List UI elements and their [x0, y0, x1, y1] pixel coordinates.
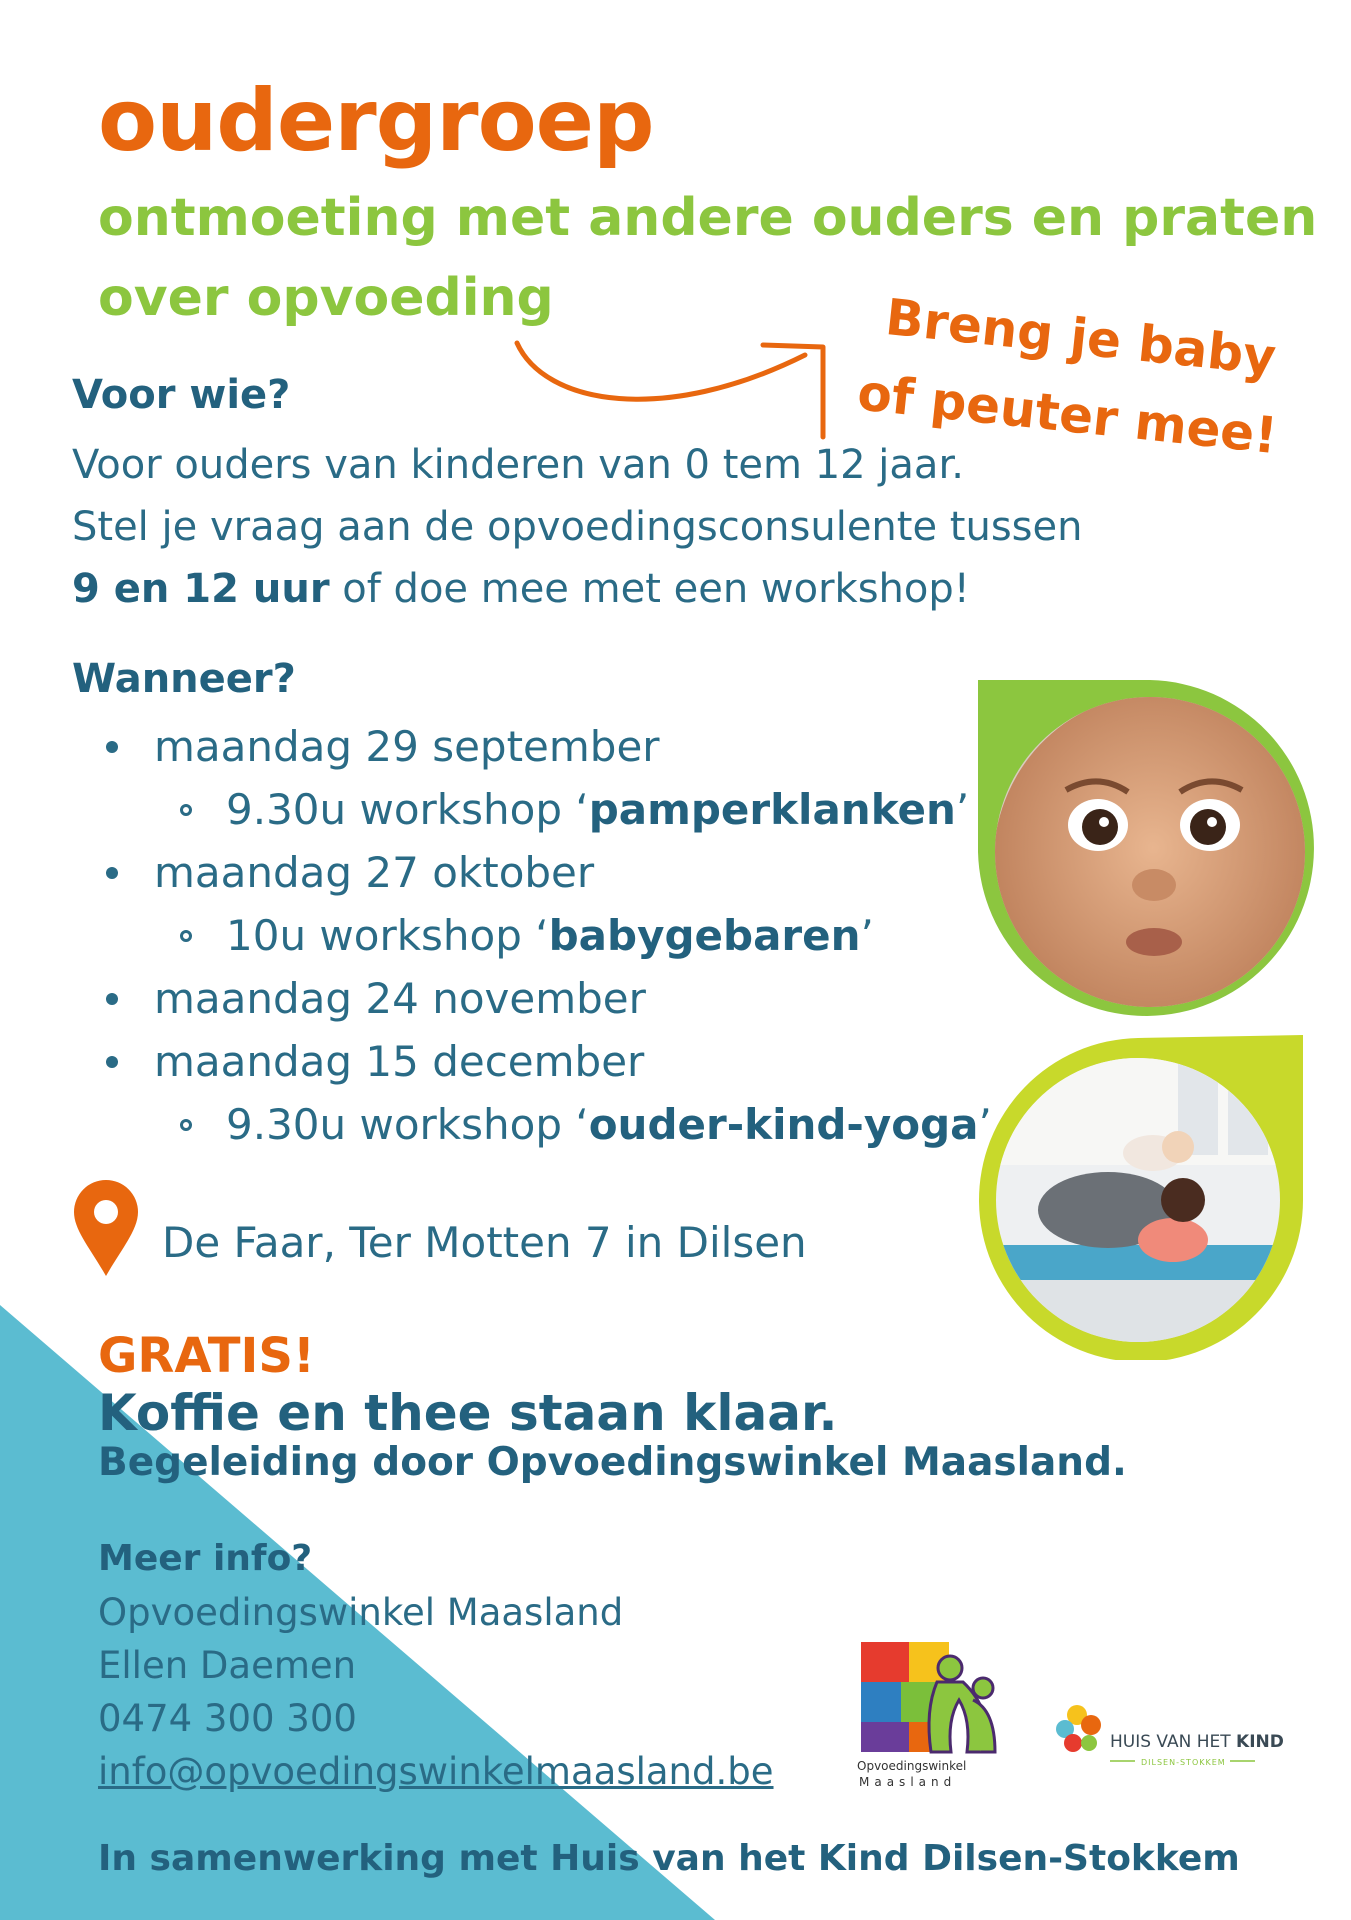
list-item — [100, 778, 1000, 841]
list-item — [100, 967, 1000, 1030]
samenwerking-text: In samenwerking met Huis van het Kind Dilsen-Stokkem — [98, 1838, 1240, 1879]
logo-text-2: Maasland — [859, 1775, 957, 1789]
sub-bullet-icon — [180, 1119, 192, 1131]
huis-logo-text-regular: HUIS VAN HET — [1110, 1732, 1237, 1752]
arrow-icon — [505, 325, 840, 445]
list-item — [100, 1093, 1000, 1156]
voor-wie-text — [72, 434, 1172, 620]
gratis-label: GRATIS! — [98, 1328, 315, 1384]
callout-line-1: Breng je baby — [882, 287, 1279, 387]
schedule-list — [100, 715, 1000, 1156]
contact-email-link[interactable]: info@opvoedingswinkelmaasland.be — [98, 1750, 774, 1793]
voor-wie-line-1: Voor ouders van kinderen van 0 tem 12 jaar. — [72, 442, 964, 488]
sub-bullet-icon — [180, 930, 192, 942]
date: maandag 15 december — [154, 1037, 645, 1086]
contact-phone[interactable]: 0474 300 300 — [98, 1697, 357, 1740]
list-item — [100, 1030, 1000, 1093]
svg-text:HUIS VAN HET KIND — [1110, 1732, 1284, 1752]
bullet-icon — [106, 741, 118, 753]
voor-wie-line-3-rest: of doe mee met een workshop! — [329, 566, 970, 612]
list-item — [100, 904, 1000, 967]
workshop-prefix: 9.30u workshop ‘ — [226, 1100, 589, 1149]
date: maandag 24 november — [154, 974, 646, 1023]
subtitle-line-2: over opvoeding — [98, 268, 554, 328]
list-item — [100, 841, 1000, 904]
workshop-name: ouder-kind-yoga — [588, 1100, 979, 1149]
list-item — [100, 715, 1000, 778]
page-title: oudergroep — [98, 71, 654, 171]
bullet-icon — [106, 1056, 118, 1068]
voor-wie-line-3 — [72, 558, 1172, 620]
workshop-name: babygebaren — [548, 911, 861, 960]
opvoedingswinkel-logo — [855, 1640, 1015, 1790]
huis-van-het-kind-logo — [1055, 1705, 1295, 1785]
yoga-photo — [978, 1035, 1303, 1360]
huis-logo-subtext: DILSEN-STOKKEM — [1141, 1758, 1226, 1767]
voor-wie-line-2: Stel je vraag aan de opvoedingsconsulente tussen — [72, 504, 1083, 550]
voor-wie-heading: Voor wie? — [72, 372, 291, 418]
callout-line-2: of peuter mee! — [854, 363, 1281, 466]
workshop-prefix: 9.30u workshop ‘ — [226, 785, 589, 834]
address: De Faar, Ter Motten 7 in Dilsen — [162, 1218, 807, 1267]
workshop-prefix: 10u workshop ‘ — [226, 911, 549, 960]
begeleiding-text: Begeleiding door Opvoedingswinkel Maasland. — [98, 1440, 1127, 1485]
date: maandag 27 oktober — [154, 848, 595, 897]
logo-text-1: Opvoedingswinkel — [857, 1759, 967, 1773]
wanneer-heading: Wanneer? — [72, 656, 296, 702]
workshop-suffix: ’ — [860, 911, 874, 960]
bullet-icon — [106, 993, 118, 1005]
contact-org: Opvoedingswinkel Maasland — [98, 1591, 624, 1634]
subtitle-line-1: ontmoeting met andere ouders en praten — [98, 188, 1318, 248]
contact-person: Ellen Daemen — [98, 1644, 357, 1687]
time-range: 9 en 12 uur — [72, 566, 330, 612]
huis-logo-text-bold: KIND — [1236, 1732, 1284, 1752]
baby-photo — [978, 680, 1318, 1020]
workshop-suffix: ’ — [955, 785, 970, 834]
sub-bullet-icon — [180, 804, 192, 816]
workshop-suffix: ’ — [978, 1100, 992, 1149]
workshop-name: pamperklanken — [588, 785, 956, 834]
bullet-icon — [106, 867, 118, 879]
meer-info-heading: Meer info? — [98, 1538, 313, 1579]
koffie-text: Koffie en thee staan klaar. — [98, 1384, 838, 1442]
date: maandag 29 september — [154, 722, 660, 771]
location-pin-icon — [72, 1178, 140, 1278]
contact-block — [98, 1586, 774, 1798]
